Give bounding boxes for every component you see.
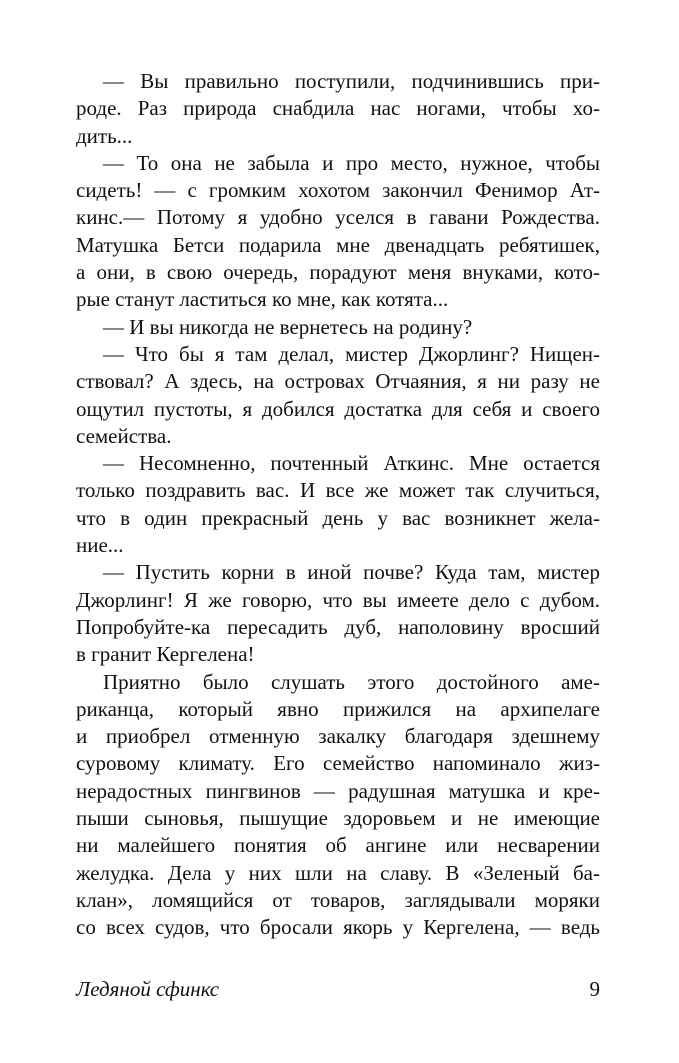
page-body bbox=[76, 68, 600, 942]
text-line: ощутил пустоты, я добился достатка для себя и своего bbox=[76, 396, 600, 421]
text-line: — То она не забыла и про место, нужное, чтобы bbox=[103, 150, 600, 175]
text-line: сидеть! — с громким хохотом закончил Фенимор Ат- bbox=[76, 178, 600, 203]
text-line: нерадостных пингвинов — радушная матушка и кре- bbox=[76, 778, 600, 803]
text-line: а они, в свою очередь, порадуют меня внуками, кото- bbox=[76, 260, 600, 285]
text-line: — Вы правильно поступили, подчинившись при- bbox=[103, 69, 600, 93]
text-line: семейства. bbox=[76, 423, 172, 448]
text-line: только поздравить вас. И все же может так случиться, bbox=[76, 478, 600, 503]
text-line: пыши сыновья, пышущие здоровьем и не имеющие bbox=[76, 806, 600, 831]
page-number: 9 bbox=[589, 977, 600, 1001]
text-line: ние... bbox=[76, 533, 124, 558]
text-line: суровому климату. Его семейство напоминало жиз- bbox=[76, 751, 600, 776]
text-line: Матушка Бетси подарила мне двенадцать ребятишек, bbox=[76, 232, 600, 257]
text-line: — Что бы я там делал, мистер Джорлинг? Нищен- bbox=[103, 341, 600, 366]
running-footer-title: Ледяной сфинкс bbox=[76, 977, 220, 1001]
text-line: — И вы никогда не вернетесь на родину? bbox=[103, 314, 473, 339]
text-line: — Несомненно, почтенный Аткинс. Мне остается bbox=[103, 451, 600, 476]
text-line: Попробуйте-ка пересадить дуб, наполовину вросший bbox=[76, 614, 600, 639]
text-line: — Пустить корни в иной почве? Куда там, мистер bbox=[103, 560, 600, 585]
text-line: со всех судов, что бросали якорь у Кергелена, — ведь bbox=[76, 915, 600, 940]
text-line: кинс.— Потому я удобно уселся в гавани Рождества. bbox=[76, 205, 600, 230]
text-line: рые станут ластиться ко мне, как котята... bbox=[76, 287, 449, 312]
text-line: роде. Раз природа снабдила нас ногами, чтобы хо- bbox=[76, 96, 600, 121]
text-line: желудка. Дела у них шли на славу. В «Зеленый ба- bbox=[76, 860, 600, 885]
text-line: Приятно было слушать этого достойного аме- bbox=[103, 669, 600, 694]
text-line: в гранит Кергелена! bbox=[76, 642, 255, 667]
text-line: что в один прекрасный день у вас возникнет жела- bbox=[76, 505, 600, 530]
text-line: и приобрел отменную закалку благодаря здешнему bbox=[76, 724, 600, 749]
text-line: Джорлинг! Я же говорю, что вы имеете дело с дубом. bbox=[76, 587, 600, 612]
text-line: риканца, который явно прижился на архипелаге bbox=[76, 696, 600, 721]
text-line: дить... bbox=[76, 123, 133, 148]
text-line: ни малейшего понятия об ангине или несварении bbox=[76, 833, 600, 858]
text-line: клан», ломящийся от товаров, заглядывали моряки bbox=[76, 887, 600, 912]
text-line: ствовал? А здесь, на островах Отчаяния, я ни разу не bbox=[76, 369, 600, 394]
